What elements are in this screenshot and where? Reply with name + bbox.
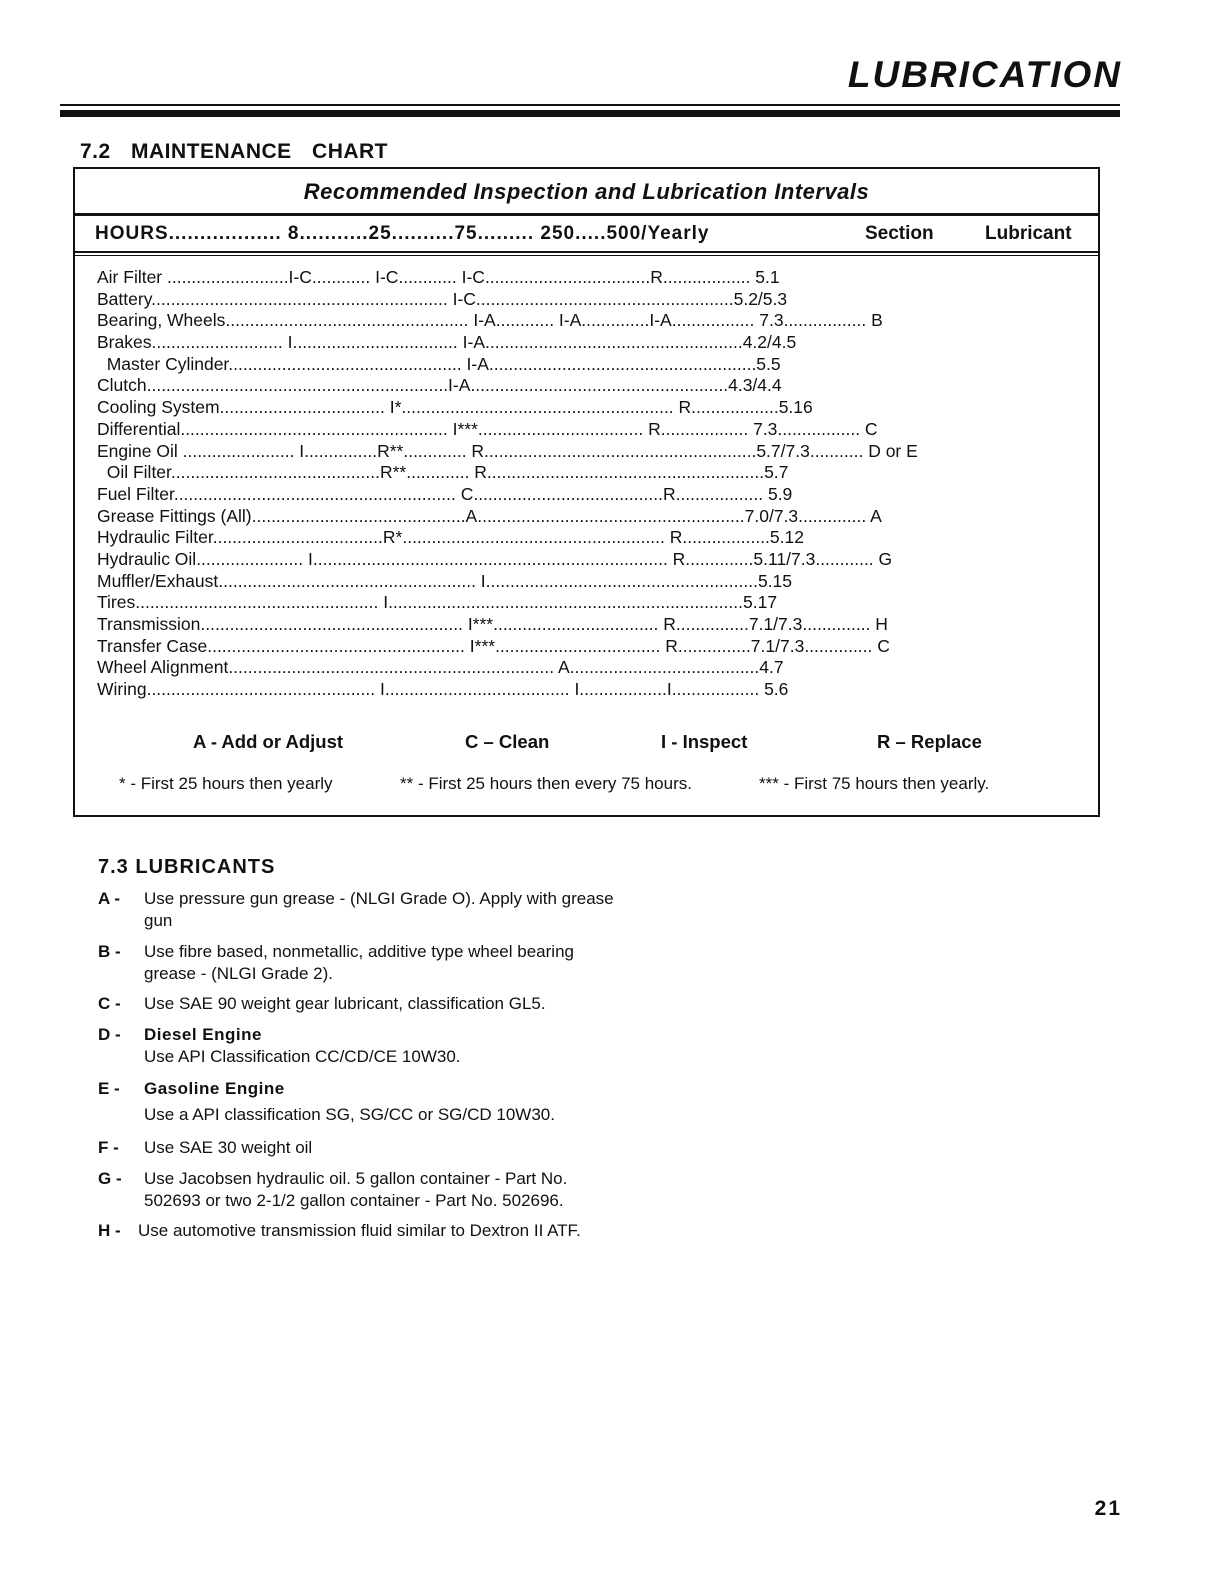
table-row: Fuel Filter.......................................................... C.......................................R.................. 5.9 — [97, 483, 793, 504]
lubricant-letter: E - — [98, 1079, 120, 1098]
table-row: Differential....................................................... I***.................................. R.................. 7.3................. C — [97, 418, 878, 439]
hours-header: HOURS.................. 8...........25..........75......... 250.....500/Yearly — [95, 223, 710, 244]
table-row: Muffler/Exhaust..................................................... I........................................................5.15 — [97, 570, 793, 591]
header-rule — [60, 104, 1120, 106]
table-row: Air Filter .........................I-C............ I-C............ I-C..................................R.................. 5.1 — [97, 267, 780, 287]
lubricant-letter: A - — [98, 889, 121, 908]
lubricant-text: Use a API classification SG, SG/CC or SG/CD 10W30. — [144, 1105, 555, 1124]
table-row: Clutch..............................................................I-A.....................................................4.3/4.4 — [97, 375, 782, 396]
table-row: Hydraulic Filter...................................R*...................................................... R..................5.12 — [97, 527, 804, 548]
lubricant-text: Use SAE 90 weight gear lubricant, classification GL5. — [144, 994, 546, 1013]
table-row: Grease Fittings (All)............................................A.......................................................7.0/7.3.............. A — [97, 505, 882, 526]
page-number: 21 — [1094, 1497, 1122, 1520]
chart-title: Recommended Inspection and Lubrication Intervals — [303, 179, 870, 204]
section-column-header: Section — [865, 223, 934, 244]
table-row: Wiring............................................... I...................................... I..................I.................. 5.6 — [97, 679, 789, 700]
table-row: Battery............................................................. I-C.....................................................5.2/5.3 — [97, 288, 788, 309]
lubricant-text: Use SAE 30 weight oil — [144, 1138, 313, 1157]
maintenance-section-title: 7.2 MAINTENANCE CHART — [80, 140, 389, 163]
lubricant-text: Use fibre based, nonmetallic, additive type wheel bearing grease - (NLGI Grade 2). — [144, 942, 574, 983]
lubricant-heading: Diesel Engine — [144, 1025, 262, 1044]
table-row: Brakes........................... I.................................. I-A.....................................................4.2/4.5 — [97, 332, 797, 353]
maintenance-rows — [97, 267, 1067, 701]
lubricant-letter: D - — [98, 1025, 121, 1044]
header-rule-thick — [60, 110, 1120, 117]
lubricants-section-title: 7.3 LUBRICANTS — [98, 856, 276, 878]
lubricant-text: Use automotive transmission fluid similar to Dextron II ATF. — [138, 1221, 581, 1240]
legend-clean: C – Clean — [465, 731, 550, 752]
lubricant-letter: F - — [98, 1138, 119, 1157]
table-row: Transmission...................................................... I***.................................. R...............7.1/7.3.............. H — [97, 614, 888, 634]
lubricant-letter: B - — [98, 942, 121, 961]
legend-replace: R – Replace — [877, 731, 982, 752]
table-row: Transfer Case..................................................... I***.................................. R...............7.1/7.3.............. C — [97, 635, 890, 656]
maintenance-chart — [73, 167, 1100, 817]
lubricant-column-header: Lubricant — [985, 223, 1072, 244]
lubricant-letter: C - — [98, 994, 121, 1013]
table-row: Wheel Alignment................................................................... A.......................................4.7 — [97, 657, 784, 678]
header-row-rule-thin — [75, 255, 1098, 256]
footnote-one-star: * - First 25 hours then yearly — [119, 774, 333, 793]
lubricant-body — [144, 1024, 624, 1068]
table-row: Bearing, Wheels.................................................. I-A............ I-A..............I-A................. 7.3................. B — [97, 310, 883, 331]
legend-add: A - Add or Adjust — [193, 731, 344, 752]
lubricant-letter: H - — [98, 1221, 121, 1240]
header-row-rule — [75, 251, 1098, 253]
lubricant-text: Use Jacobsen hydraulic oil. 5 gallon container - Part No. 502693 or two 2-1/2 gallon container - Part No. 502696. — [144, 1169, 568, 1210]
table-row: Cooling System.................................. I*........................................................ R..................5.16 — [97, 397, 813, 418]
lubricant-letter: G - — [98, 1169, 122, 1188]
page-header-title: LUBRICATION — [847, 54, 1122, 95]
lubricant-text: Use API Classification CC/CD/CE 10W30. — [144, 1047, 461, 1066]
hours-header-row — [95, 223, 1080, 245]
table-row: Engine Oil ....................... I...............R**............. R........................................................5.7/7.3........... D or E — [97, 440, 918, 461]
footnote-three-star: *** - First 75 hours then yearly. — [759, 774, 990, 793]
lubricant-text: Use pressure gun grease - (NLGI Grade O). Apply with grease gun — [144, 889, 614, 930]
lubricant-body — [144, 1078, 624, 1126]
table-row: Hydraulic Oil...................... I......................................................................... R..............5.11/7.3............ G — [97, 548, 893, 569]
chart-title-rule — [75, 213, 1098, 216]
table-row: Oil Filter...........................................R**............. R.........................................................5.7 — [97, 462, 789, 483]
footnote-two-star: ** - First 25 hours then every 75 hours. — [400, 774, 692, 793]
table-row: Master Cylinder................................................ I-A.......................................................5.5 — [97, 353, 781, 374]
table-row: Tires.................................................. I.........................................................................5.17 — [97, 592, 778, 613]
legend-inspect: I - Inspect — [661, 731, 748, 752]
lubricant-heading: Gasoline Engine — [144, 1079, 285, 1098]
